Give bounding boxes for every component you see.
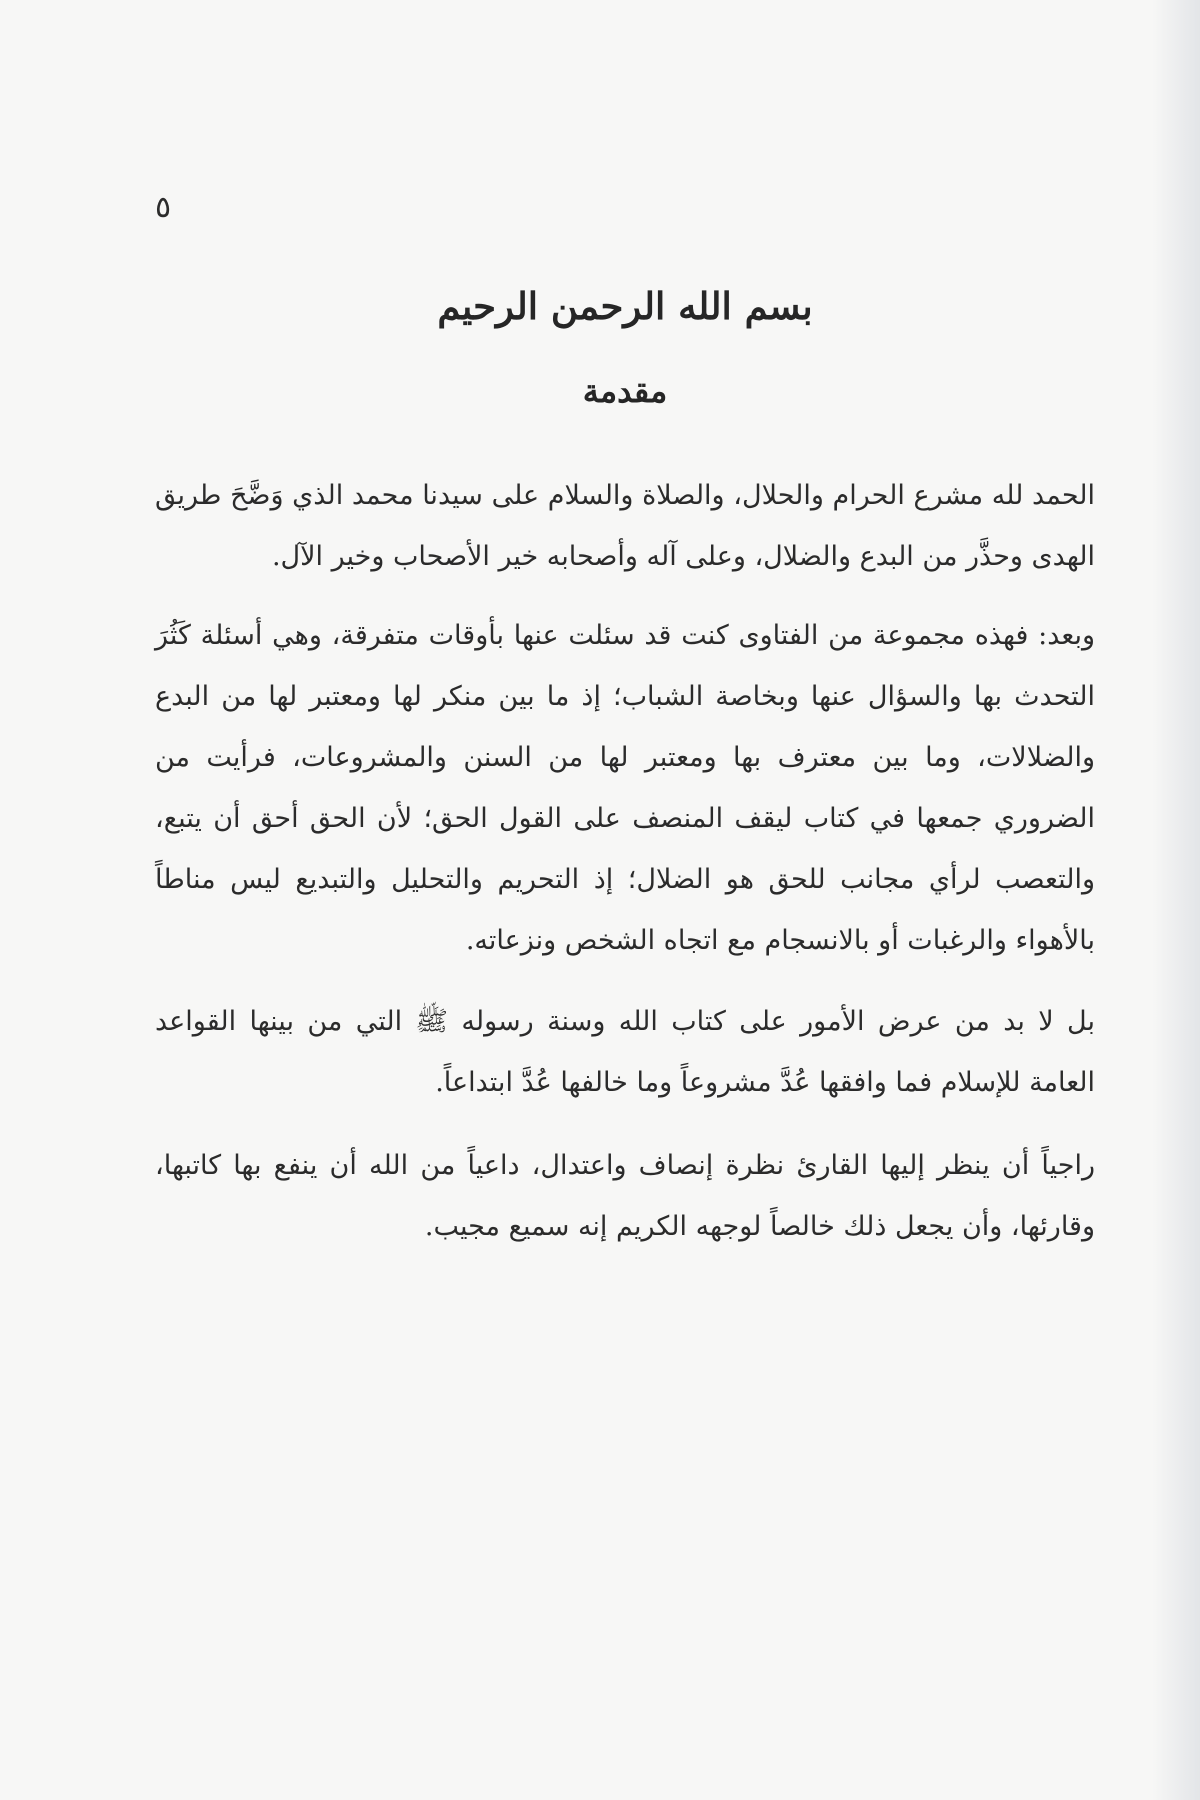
basmala-heading: بسم الله الرحمن الرحيم	[437, 284, 813, 328]
paragraph-4: راجياً أن ينظر إليها القارئ نظرة إنصاف واعتدال، داعياً من الله أن ينفع بها كاتبها، وقارئها، وأن يجعل ذلك خالصاً لوجهه الكريم إنه سميع مجيب.	[155, 1150, 1095, 1242]
introduction-heading: مقدمة	[582, 372, 668, 410]
paragraph-1: الحمد لله مشرع الحرام والحلال، والصلاة والسلام على سيدنا محمد الذي وَضَّحَ طريق الهدى وحذَّر من البدع والضلال، وعلى آله وأصحابه خير الأصحاب وخير الآل.	[155, 480, 1095, 572]
page-number: ٥	[155, 190, 172, 225]
paragraph-3: بل لا بد من عرض الأمور على كتاب الله وسنة رسوله ﷺ التي من بينها القواعد العامة للإسلام فما وافقها عُدَّ مشروعاً وما خالفها عُدَّ ابتداعاً.	[155, 1006, 1095, 1098]
paragraph-2: وبعد: فهذه مجموعة من الفتاوى كنت قد سئلت عنها بأوقات متفرقة، وهي أسئلة كَثُرَ التحدث بها والسؤال عنها وبخاصة الشباب؛ إذ ما بين منكر لها ومعتبر لها من البدع والضلالات، وما بين معترف بها ومعتبر لها من السنن والمشروعات، فرأيت من الضروري جمعها في كتاب ليقف المنصف على القول الحق؛ لأن الحق أحق أن يتبع، والتعصب لرأي مجانب للحق هو الضلال؛ إذ التحريم والتحليل والتبديع ليس مناطاً بالأهواء والرغبات أو بالانسجام مع اتجاه الشخص ونزعاته.	[155, 620, 1095, 956]
page-body-text	[155, 465, 1095, 1257]
